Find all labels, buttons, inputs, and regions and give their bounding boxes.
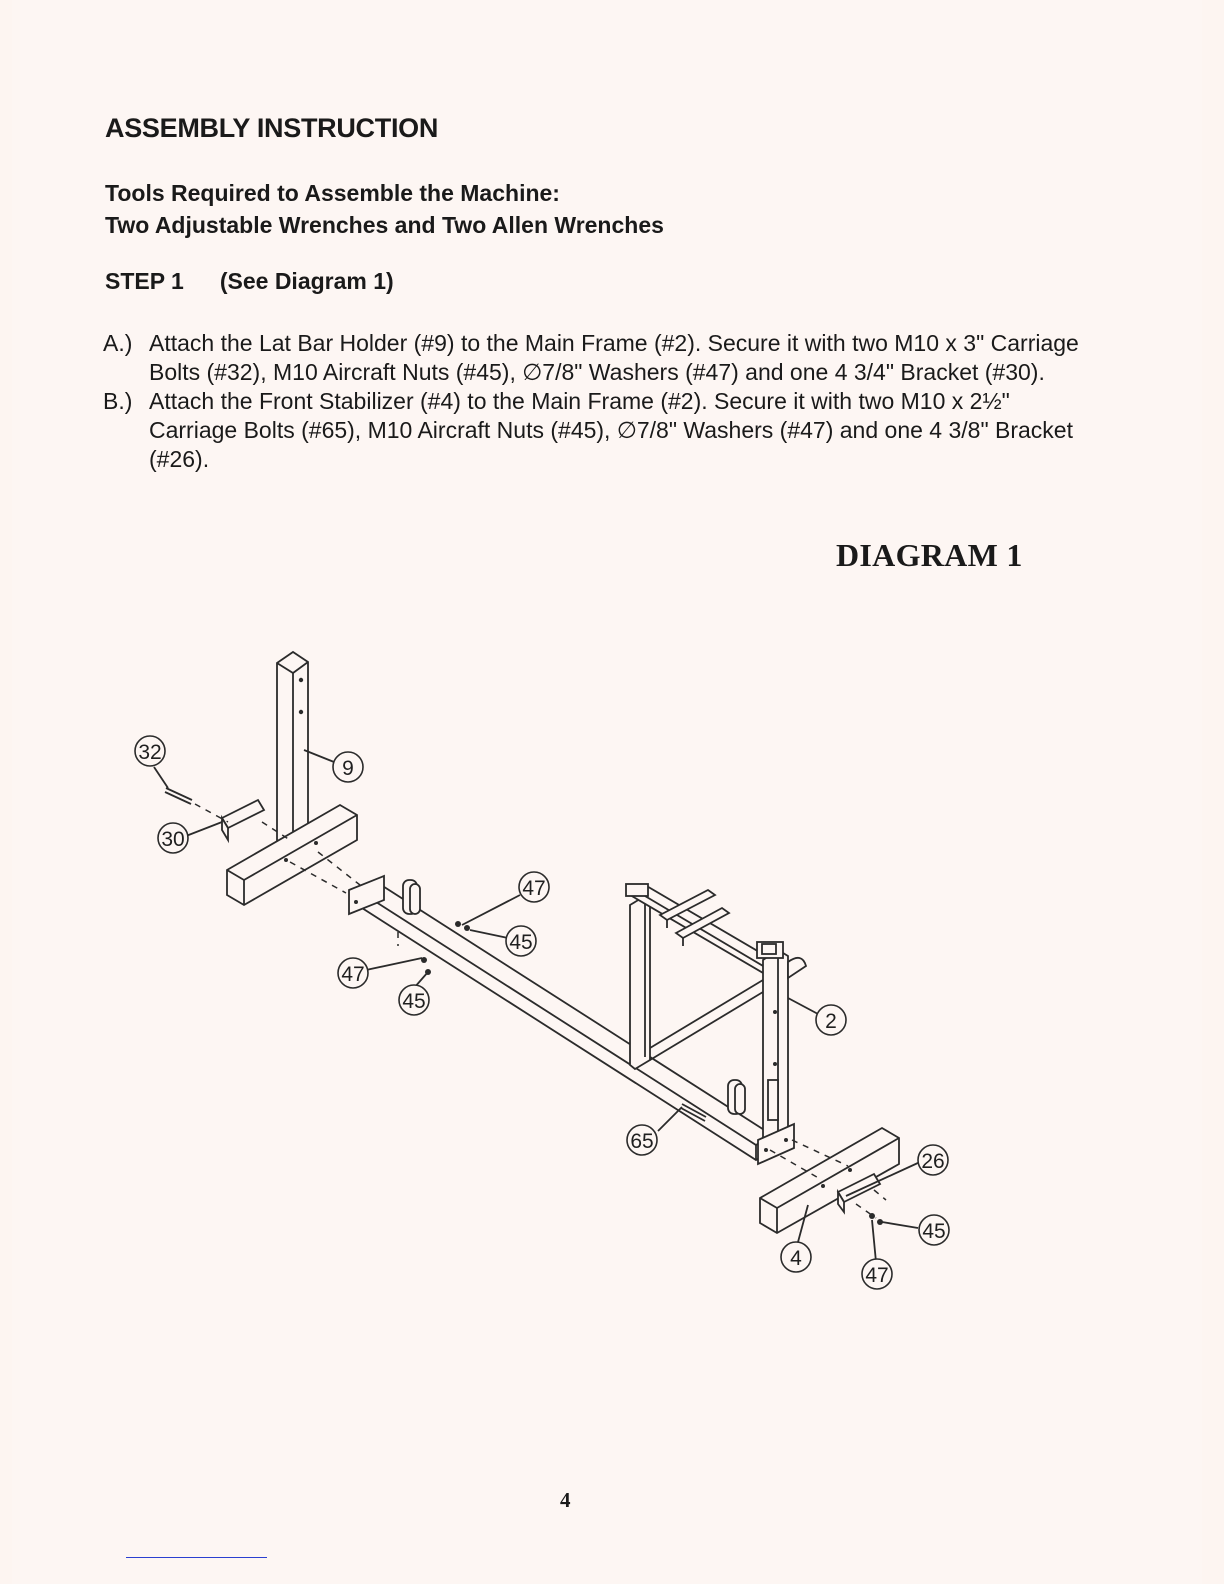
callout-30 [158,823,188,853]
instruction-text: Attach the Lat Bar Holder (#9) to the Main Frame (#2). Secure it with two M10 x 3" Carriage Bolts (#32), M10 Aircraft Nuts (#45), ∅7/8" Washers (#47) and one 4 3/4" Bracket (#30). [149,330,1079,385]
callout-47-b-label: 47 [341,963,365,986]
callout-9 [333,752,363,782]
callout-2 [816,1005,846,1035]
nut-washer-set [869,1213,875,1219]
callout-45-c [919,1215,949,1245]
instruction-label: B.) [103,388,133,414]
bracket-30 [222,800,264,840]
callout-4 [781,1242,811,1272]
callout-65-label: 65 [630,1130,654,1153]
guide-line [874,1190,886,1200]
callout-45-a [506,926,536,956]
callout-32 [135,736,165,766]
callout-45-b-label: 45 [402,990,426,1013]
step-label: STEP 1 [105,268,184,294]
callout-45-a-label: 45 [509,931,533,954]
callout-47-a [519,872,549,902]
instruction-text: Attach the Front Stabilizer (#4) to the Main Frame (#2). Secure it with two M10 x 2½" Carriage Bolts (#65), M10 Aircraft Nuts (#45), ∅7/8" Washers (#47) and one 4 3/8" Bracket (#26). [149,388,1073,472]
tools-line-2: Two Adjustable Wrenches and Two Allen Wrenches [105,212,664,238]
callout-47-c [862,1259,892,1289]
page-number: 4 [560,1488,571,1512]
diagram-title: DIAGRAM 1 [836,537,1023,573]
callout-45-b [399,985,429,1015]
footer-rule [126,1557,267,1558]
carriage-bolt-32 [165,788,192,804]
callout-47-c-label: 47 [865,1264,889,1287]
page-title: ASSEMBLY INSTRUCTION [105,113,439,143]
callout-9-label: 9 [342,757,354,780]
instruction-label: A.) [103,330,133,356]
callout-26-label: 26 [921,1150,945,1173]
callout-4-label: 4 [790,1247,802,1270]
step-reference: (See Diagram 1) [219,268,394,294]
callout-45-c-label: 45 [922,1220,946,1243]
callout-32-label: 32 [138,741,162,764]
callout-2-label: 2 [825,1010,837,1033]
tools-line-1: Tools Required to Assemble the Machine: [105,180,560,206]
callout-30-label: 30 [161,828,185,851]
callout-26 [918,1145,948,1175]
main-frame [349,876,806,1164]
callout-65 [627,1125,657,1155]
callout-47-b [338,958,368,988]
callout-47-a-label: 47 [522,877,546,900]
